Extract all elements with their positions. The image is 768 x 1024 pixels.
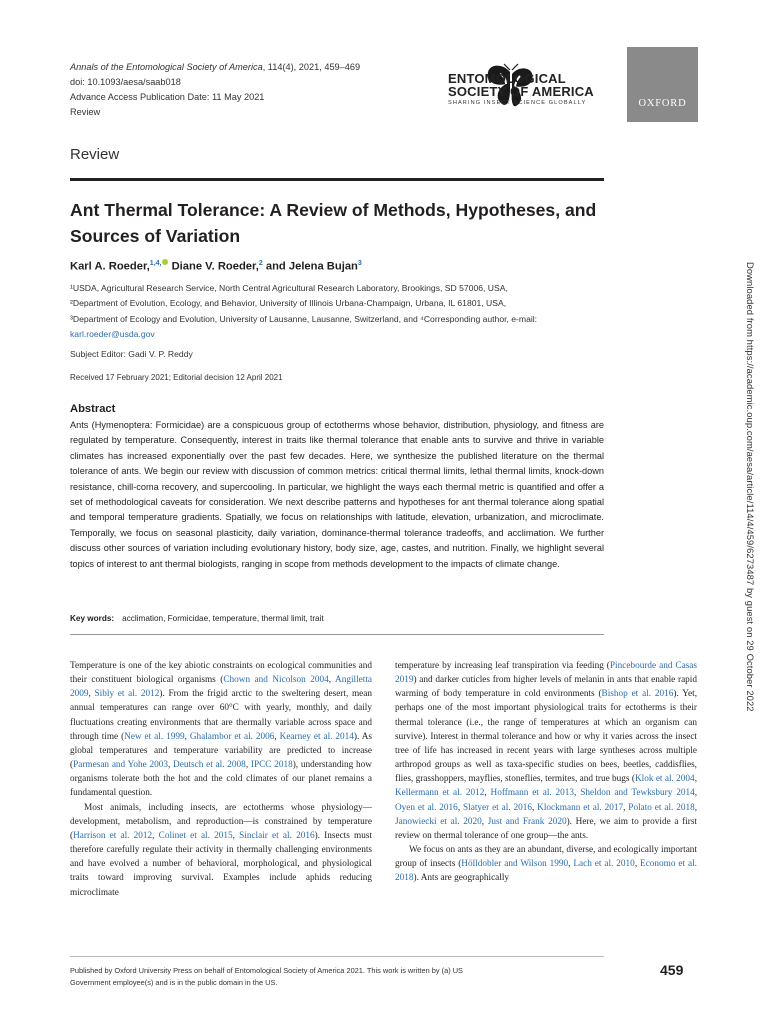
author-list	[70, 259, 362, 273]
author-name[interactable]: Karl A. Roeder,	[70, 260, 150, 273]
publisher-logo-box	[627, 47, 698, 122]
citation-link[interactable]: Sheldon and Tewksbury 2014	[580, 788, 695, 799]
body-text: ,	[531, 802, 538, 813]
body-text: ,	[623, 802, 629, 813]
citation-link[interactable]: Lach et al. 2010	[573, 859, 635, 870]
footer-publication-note: Published by Oxford University Press on behalf of Entomological Society of America 2021. This work is written by (a) US Government employee(s) and is in the public domain in the US.	[70, 966, 463, 987]
citation-link[interactable]: Kearney et al. 2014	[279, 731, 354, 742]
citation-link[interactable]: Polato et al. 2018	[628, 802, 695, 813]
citation-link[interactable]: Chown and Nicolson 2004	[223, 675, 329, 686]
affiliation-3: ³Department of Ecology and Evolution, University of Lausanne, Lausanne, Switzerland, and ⁴Corresponding author, e-mail: karl.roeder@usda.gov	[70, 313, 538, 340]
citation-link[interactable]: Just and Frank 2020	[487, 816, 567, 827]
citation-link[interactable]: Sibly et al. 2012	[94, 689, 160, 700]
article-type: Review	[70, 107, 101, 117]
body-text: ). From the frigid arctic to the sweltering desert, mean annual temperatures can range over 60°C with yearly, monthly, and daily fluctuations creating environments that are thermally variable across space and through time (	[70, 689, 373, 742]
citation-link[interactable]: IPCC 2018	[250, 760, 293, 771]
header-rule	[70, 178, 604, 181]
body-text: ). Ants are geographically	[413, 873, 510, 884]
citation-link[interactable]: Slatyer et al. 2016	[463, 802, 532, 813]
body-text: ,	[88, 689, 95, 700]
body-text: ,	[568, 859, 574, 870]
download-note-text[interactable]: Downloaded from https://academic.oup.com/aesa/article/114/4/459/6273487 by guest on 29 October 2022	[745, 262, 756, 712]
keywords-value: acclimation, Formicidae, temperature, thermal limit, trait	[122, 614, 324, 623]
citation-link[interactable]: Colinet et al. 2015	[158, 830, 233, 841]
affiliations	[70, 281, 610, 343]
body-text: ). Here, we aim to provide a first review on thermal tolerance of one group—the ants.	[395, 816, 698, 841]
citation-link[interactable]: Oyen et al. 2016	[395, 802, 458, 813]
body-text: ,	[694, 788, 698, 799]
citation-link[interactable]: Economo et al. 2018	[395, 859, 697, 884]
body-paragraph	[395, 659, 697, 843]
body-column-left	[70, 659, 372, 900]
body-text: ,	[457, 802, 463, 813]
citation-link[interactable]: Ghalambor et al. 2006	[189, 731, 275, 742]
citation-link[interactable]: Kellermann et al. 2012	[395, 788, 485, 799]
body-text: ) and darker cuticles from higher levels of melanin in ants that enable rapid warming of body temperature in cold environments (	[395, 675, 697, 700]
citation-link[interactable]: New et al. 1999	[124, 731, 185, 742]
society-name: ENTOMOLOGICAL SOCIETY OF AMERICA	[448, 71, 594, 99]
body-text: ). Yet, perhaps one of the most important physiological traits for ectotherms is their thermal tolerance (i.e., the range of temperatures at which an organism can survive). Interest in thermal tolerance and how or why it varies across the insect tree of life has increased in recent years with large syntheses across multiple arthropod groups as well as taxa-specific studies on bees, beetles, caddisflies, flies, grasshoppers, mayflies, stoneflies, termites, and true bugs (	[395, 689, 698, 785]
affiliation-2: ²Department of Evolution, Ecology, and Behavior, University of Illinois Urbana-Champaign, Urbana, IL 61801, USA,	[70, 298, 507, 309]
body-text: ,	[152, 830, 159, 841]
citation-link[interactable]: Janowiecki et al. 2020	[395, 816, 482, 827]
citation-link[interactable]: Klok et al. 2004	[634, 774, 695, 785]
citation-link[interactable]: Angilletta 2009	[70, 675, 373, 700]
affiliation-1: ¹USDA, Agricultural Research Service, North Central Agricultural Research Laboratory, Brookings, SD 57006, USA,	[70, 283, 508, 293]
body-text: ,	[481, 816, 488, 827]
author-affiliation-marker[interactable]: 3	[357, 260, 362, 267]
article-title: Ant Thermal Tolerance: A Review of Methods, Hypotheses, and Sources of Variation	[70, 200, 597, 246]
body-text: temperature by increasing leaf transpiration via feeding (	[395, 661, 610, 671]
citation-link[interactable]: Hölldobler and Wilson 1990	[461, 859, 569, 870]
body-text: ,	[167, 760, 174, 771]
footer-rule	[70, 956, 604, 957]
keywords-label: Key words:	[70, 614, 115, 623]
citation-link[interactable]: Parmesan and Yohe 2003	[73, 760, 168, 771]
abstract-heading: Abstract	[70, 403, 116, 415]
body-paragraph	[70, 659, 372, 801]
body-column-right	[395, 659, 697, 886]
author-affiliation-marker[interactable]: 2	[258, 260, 263, 267]
body-text: Temperature is one of the key abiotic constraints on ecological communities and their constituent biological organisms (	[70, 661, 372, 686]
journal-citation: Annals of the Entomological Society of America, 114(4), 2021, 459–469	[70, 62, 361, 72]
received-dates: Received 17 February 2021; Editorial decision 12 April 2021	[70, 373, 283, 382]
body-paragraph	[70, 801, 372, 900]
keywords-rule	[70, 634, 604, 635]
body-text: ). Insects must therefore carefully regulate their activity in thermally challenging environments and have evolved a number of behavioral, morphological, and physiological traits toward improving survival. Examples include aphids reducing microclimate	[70, 830, 373, 898]
citation-link[interactable]: Klockmann et al. 2017	[537, 802, 624, 813]
corresponding-email-link[interactable]: karl.roeder@usda.gov	[70, 329, 155, 340]
body-text: ,	[574, 788, 581, 799]
page-number: 459	[660, 962, 684, 978]
citation-link[interactable]: Bishop et al. 2016	[601, 689, 674, 700]
author-name[interactable]: Diane V. Roeder,	[168, 260, 259, 273]
citation-link[interactable]: Pincebourde and Casas 2019	[395, 661, 697, 686]
publisher-logo-label: OXFORD	[638, 98, 687, 109]
body-text: ,	[484, 788, 491, 799]
subject-editor: Subject Editor: Gadi V. P. Reddy	[70, 349, 193, 359]
body-text: ,	[694, 802, 698, 813]
body-text: ,	[232, 830, 240, 841]
citation-link[interactable]: Hoffmann et al. 2013	[490, 788, 575, 799]
citation-link[interactable]: Harrison et al. 2012	[73, 830, 153, 841]
body-text: ). As global temperatures and temperature variability are predicted to increase (	[70, 731, 373, 771]
section-label: Review	[70, 146, 120, 163]
keywords	[70, 614, 324, 623]
abstract-body: Ants (Hymenoptera: Formicidae) are a conspicuous group of ectotherms whose behavior, distribution, physiology, and fitness are regulated by temperature. Consequently, interest in traits like thermal tolerance that enable ants to survive and thrive in variable climates has increased exponentially over the past few decades. Here, we synthesize the published literature on the thermal tolerance of ants. We begin our review with discussion of common metrics: critical thermal limits, lethal thermal limits, knock-down resistance, chill-coma recovery, and supercooling. In particular, we highlight the ways each thermal metric is quantified and offer a set of methodological caveats for consideration. We next describe patterns and hypotheses for ant thermal tolerance along spatial and temporal temperature gradients. Spatially, we focus on relationships with latitude, elevation, urbanization, and microclimate. Temporally, we focus on seasonal plasticity, daily variation, dominance-thermal tolerance tradeoffs, and acclimation. We further discuss other sources of variation including evolutionary history, body size, age, castes, and nutrition. Finally, we highlight several topics of interest to ant thermal biologists, ranging in scope from methods development to the impacts of climate change.	[70, 420, 604, 569]
body-text: ,	[245, 760, 251, 771]
download-note	[742, 262, 758, 772]
citation-link[interactable]: Sinclair et al. 2016	[239, 830, 315, 841]
body-paragraph	[395, 843, 697, 885]
body-text: ,	[328, 675, 336, 686]
body-text: ,	[274, 731, 280, 742]
society-tagline: SHARING INSECT SCIENCE GLOBALLY	[448, 100, 587, 106]
body-text: ,	[694, 774, 697, 785]
body-text: ), understanding how organisms tolerate both the hot and the cold climates of our planet remains a fundamental question.	[70, 760, 372, 799]
body-text: ,	[634, 859, 641, 870]
body-text: ,	[184, 731, 190, 742]
author-affiliation-marker[interactable]: 1,4,	[149, 260, 162, 267]
author-name[interactable]: and Jelena Bujan	[262, 260, 358, 273]
journal-citation-block	[70, 60, 360, 120]
body-text: We focus on ants as they are an abundant, diverse, and ecologically important group of insects (	[395, 845, 697, 870]
publication-date: Advance Access Publication Date: 11 May 2021	[70, 92, 265, 102]
doi[interactable]: doi: 10.1093/aesa/saab018	[70, 77, 181, 87]
citation-link[interactable]: Deutsch et al. 2008	[173, 760, 246, 771]
body-text: Most animals, including insects, are ectotherms whose physiology—development, metabolism, and reproduction—is constrained by temperature (	[70, 802, 372, 841]
